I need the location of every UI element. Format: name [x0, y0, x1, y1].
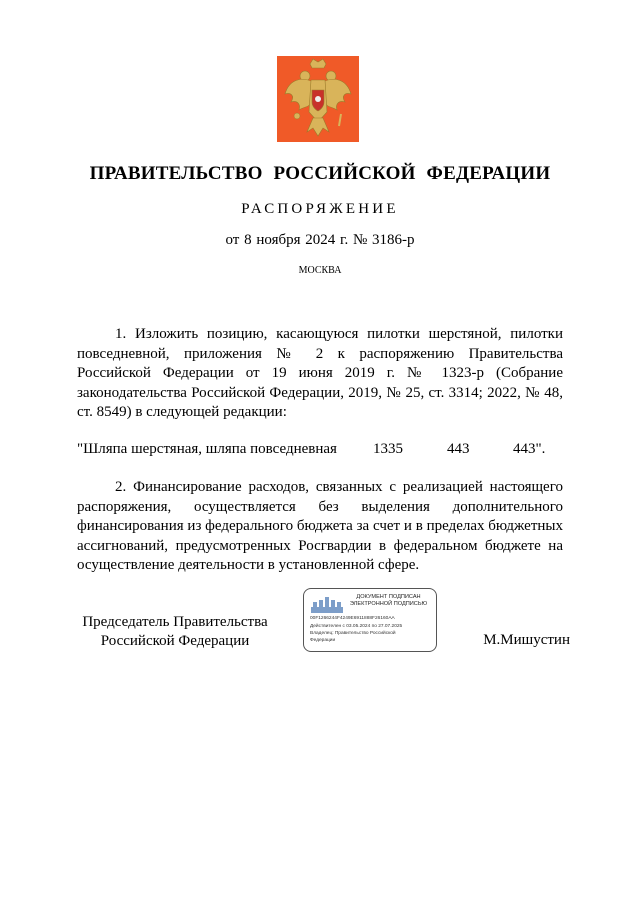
paragraph-2: 2. Финансирование расходов, связанных с реализацией настоящего распоряжения, осуществляется без выделения дополнительного финансирования из федерального бюджета за счет и в пределах бюджетных ассигнований, предусмотренных Росгвардии в федеральном бюджете на осуществление деятельности в установленной сфере.: [77, 479, 563, 573]
signatory-position: [60, 613, 290, 651]
government-title: ПРАВИТЕЛЬСТВО РОССИЙСКОЙ ФЕДЕРАЦИИ: [89, 163, 551, 184]
signatory-position-line1: Председатель Правительства: [82, 614, 268, 630]
electronic-signature-stamp: [303, 588, 437, 652]
stamp-certificate: 00F1266244F4249E6911888F26160AA: [310, 616, 395, 621]
item-value-3: 443".: [513, 441, 546, 457]
stamp-owner-line1: Владелец: Правительство Российской: [310, 631, 396, 636]
kremlin-logo-icon: [309, 595, 345, 615]
stamp-title-line1: ДОКУМЕНТ ПОДПИСАН: [356, 594, 421, 600]
signatory-name: М.Мишустин: [483, 632, 570, 648]
stamp-validity: Действителен с 03.05.2024 по 27.07.2025: [310, 624, 403, 629]
paragraph-1: 1. Изложить позицию, касающуюся пилотки шерстяной, пилотки повседневной, приложения № 2 к распоряжению Правительства Российской Федерации от 19 июня 2019 г. № 1323-р (Собрание законодательства Российской Федерации, 2019, № 25, ст. 3314; 2022, № 48, ст. 8549) в следующей редакции:: [77, 326, 563, 420]
stamp-title: [344, 594, 433, 608]
coat-of-arms-icon: [277, 56, 359, 142]
document-date-number: от 8 ноября 2024 г. № 3186-р: [225, 232, 415, 248]
document-type: РАСПОРЯЖЕНИЕ: [241, 201, 399, 217]
item-value-1: 1335: [373, 441, 403, 457]
stamp-title-line2: ЭЛЕКТРОННОЙ ПОДПИСЬЮ: [349, 601, 428, 607]
item-value-2: 443: [447, 441, 470, 457]
signatory-position-line2: Российской Федерации: [100, 633, 250, 649]
document-city: МОСКВА: [298, 265, 342, 276]
stamp-owner-line2: Федерации: [310, 638, 336, 643]
item-name: "Шляпа шерстяная, шляпа повседневная: [77, 441, 337, 457]
